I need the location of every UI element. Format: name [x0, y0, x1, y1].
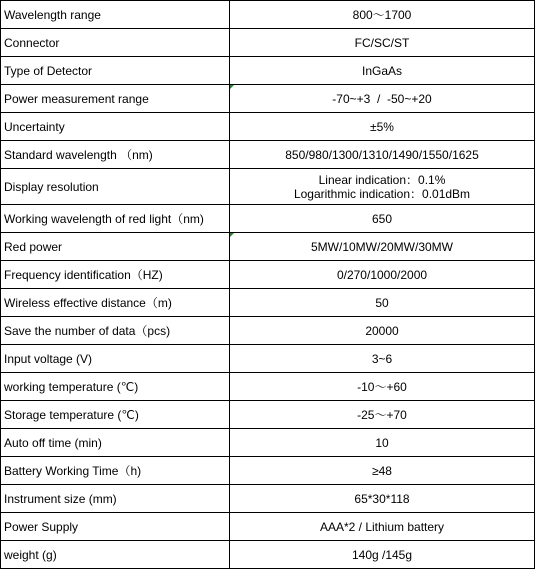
spec-value: 650 [230, 205, 535, 233]
cell-comment-marker [230, 233, 234, 237]
table-row [1, 169, 535, 205]
spec-label: Standard wavelength （nm) [1, 141, 230, 169]
table-row [1, 205, 535, 233]
spec-label: Frequency identification（HZ) [1, 261, 230, 289]
spec-value-line-2: Logarithmic indication：0.01dBm [293, 186, 471, 201]
table-row [1, 401, 535, 429]
table-row [1, 317, 535, 345]
table-row [1, 429, 535, 457]
spec-value: 20000 [230, 317, 535, 345]
spec-value: 10 [230, 429, 535, 457]
spec-label: Working wavelength of red light（nm) [1, 205, 230, 233]
spec-value-cell [230, 233, 535, 261]
table-row [1, 373, 535, 401]
spec-value: 140g /145g [230, 541, 535, 569]
spec-label: Instrument size (mm) [1, 485, 230, 513]
spec-label: working temperature (℃) [1, 373, 230, 401]
table-row [1, 289, 535, 317]
table-row [1, 113, 535, 141]
spec-label: Type of Detector [1, 57, 230, 85]
spec-value: -70~+3 / -50~+20 [332, 91, 432, 106]
cell-comment-marker [230, 85, 234, 89]
spec-label: Power Supply [1, 513, 230, 541]
spec-value-cell [230, 169, 535, 205]
spec-value: AAA*2 / Lithium battery [230, 513, 535, 541]
table-row [1, 457, 535, 485]
table-row [1, 85, 535, 113]
spec-value: 3~6 [230, 345, 535, 373]
table-row [1, 513, 535, 541]
spec-value: 0/270/1000/2000 [230, 261, 535, 289]
spec-value: InGaAs [230, 57, 535, 85]
table-row [1, 541, 535, 569]
spec-label: Connector [1, 29, 230, 57]
spec-value: 850/980/1300/1310/1490/1550/1625 [230, 141, 535, 169]
spec-label: Auto off time (min) [1, 429, 230, 457]
spec-value: -25～+70 [230, 401, 535, 429]
spec-label: Storage temperature (℃) [1, 401, 230, 429]
spec-label: Uncertainty [1, 113, 230, 141]
spec-label: Wireless effective distance（m) [1, 289, 230, 317]
table-row [1, 261, 535, 289]
spec-value: 800～1700 [230, 1, 535, 29]
spec-value: 50 [230, 289, 535, 317]
table-row [1, 233, 535, 261]
table-row [1, 29, 535, 57]
table-row [1, 57, 535, 85]
spec-value: ≥48 [230, 457, 535, 485]
spec-label: Wavelength range [1, 1, 230, 29]
spec-value-line-1: Linear indication：0.1% [318, 172, 446, 187]
spec-value: 65*30*118 [230, 485, 535, 513]
table-row [1, 485, 535, 513]
spec-value: FC/SC/ST [230, 29, 535, 57]
table-row [1, 141, 535, 169]
spec-value: -10～+60 [230, 373, 535, 401]
spec-label: Display resolution [1, 169, 230, 205]
spec-value-cell [230, 85, 535, 113]
spec-label: Save the number of data（pcs) [1, 317, 230, 345]
spec-label: Power measurement range [1, 85, 230, 113]
spec-label: Input voltage (V) [1, 345, 230, 373]
table-row [1, 345, 535, 373]
spec-label: Battery Working Time（h) [1, 457, 230, 485]
spec-value: 5MW/10MW/20MW/30MW [310, 239, 453, 254]
spec-label: weight (g) [1, 541, 230, 569]
spec-label: Red power [1, 233, 230, 261]
spec-value: ±5% [230, 113, 535, 141]
table-row [1, 1, 535, 29]
